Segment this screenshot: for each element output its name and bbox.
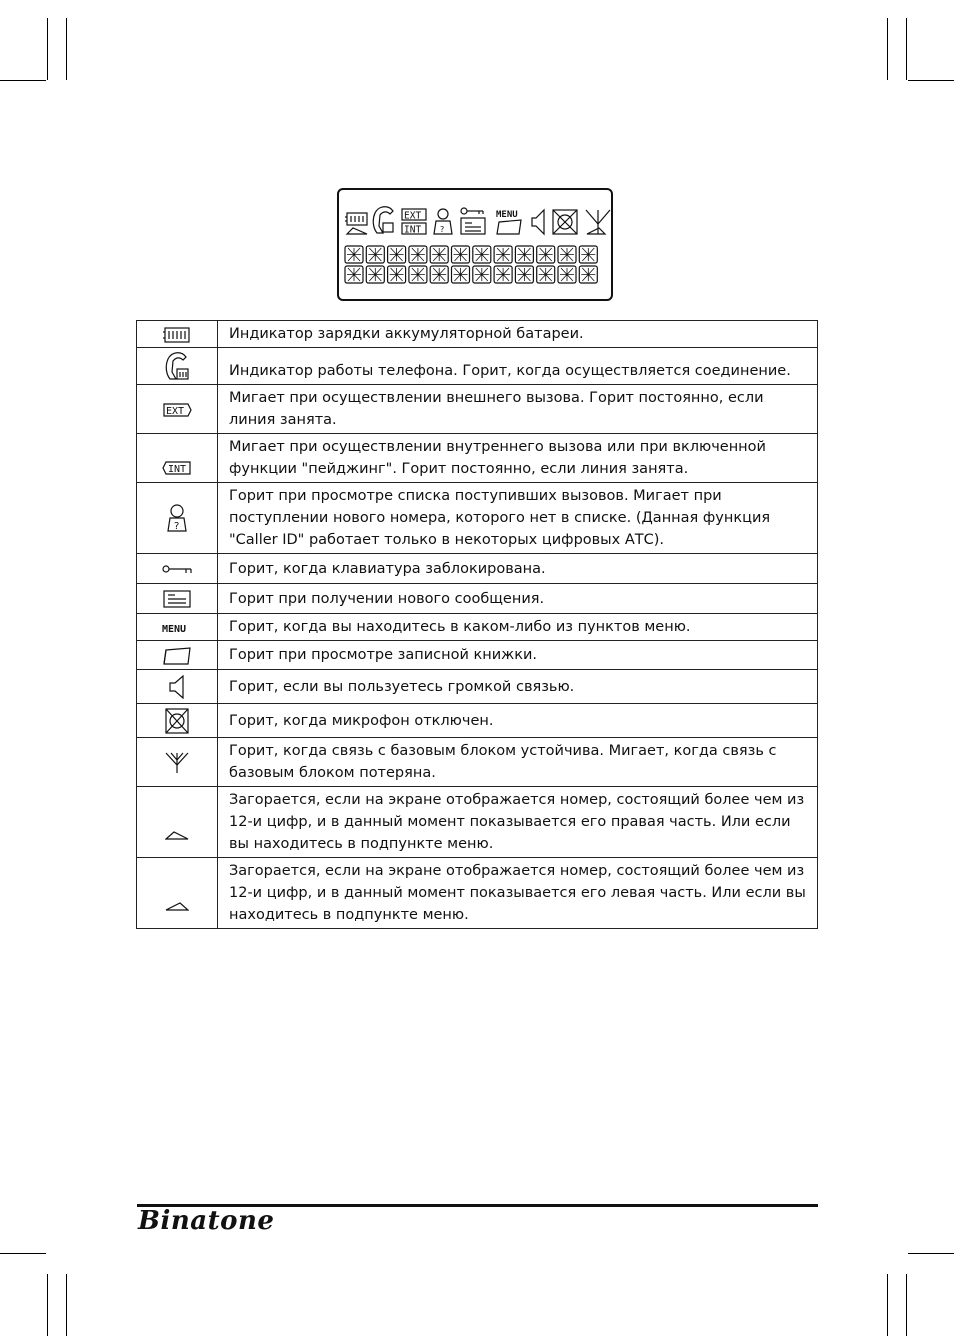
lcd-battery-icon — [345, 213, 367, 225]
segment-strokes — [560, 268, 574, 281]
segment-strokes — [411, 268, 425, 281]
segment-strokes — [454, 268, 468, 281]
svg-text:EXT: EXT — [404, 210, 422, 222]
menu-icon — [161, 622, 193, 634]
lcd-message-icon — [461, 218, 485, 234]
lcd-phonebook-icon — [497, 220, 521, 234]
svg-text:MENU: MENU — [162, 624, 187, 634]
svg-text:INT: INT — [168, 463, 187, 475]
segment-strokes — [347, 248, 361, 261]
ext-icon — [162, 403, 192, 417]
segment-strokes — [432, 268, 446, 281]
segment-strokes — [390, 268, 404, 281]
battery-icon — [162, 326, 192, 344]
segment-strokes — [560, 248, 574, 261]
lcd-key-icon — [461, 208, 483, 214]
segment-strokes — [368, 268, 382, 281]
legend-row — [137, 348, 818, 385]
legend-text: Горит, когда связь с базовым блоком устойчива. Мигает, когда связь с базовым блоком потеряна. — [218, 738, 818, 787]
segment-strokes — [581, 268, 595, 281]
legend-row — [137, 670, 818, 704]
legend-text: Горит, когда микрофон отключен. — [218, 704, 818, 738]
antenna-icon — [165, 750, 189, 774]
lcd-caller-id-icon — [434, 209, 452, 234]
segment-strokes — [517, 268, 531, 281]
segment-strokes — [411, 248, 425, 261]
caller-id-icon — [166, 503, 188, 533]
legend-row — [137, 614, 818, 641]
svg-text:?: ? — [174, 521, 180, 532]
lcd-ext-icon — [402, 209, 426, 222]
segment-strokes — [475, 248, 489, 261]
lcd-display — [337, 188, 613, 301]
legend-row — [137, 584, 818, 614]
icon-legend-table — [136, 320, 818, 929]
legend-text: Горит при получении нового сообщения. — [218, 584, 818, 614]
legend-row — [137, 641, 818, 670]
lcd-phone-icon — [373, 207, 393, 233]
legend-row — [137, 554, 818, 584]
legend-row — [137, 858, 818, 929]
legend-text: Мигает при осуществлении внешнего вызова. Горит постоянно, если линия занята. — [218, 385, 818, 434]
legend-text: Горит при просмотре записной книжки. — [218, 641, 818, 670]
legend-text: Загорается, если на экране отображается номер, состоящий более чем из 12-и цифр, и в данный момент показывается его левая часть. Или если вы находитесь в подпункте меню. — [218, 858, 818, 929]
arrow-right-part-icon — [165, 830, 189, 840]
legend-text: Индикатор зарядки аккумуляторной батареи. — [218, 321, 818, 348]
legend-row — [137, 787, 818, 858]
lcd-antenna-icon — [586, 210, 610, 234]
segment-strokes — [496, 248, 510, 261]
legend-row — [137, 321, 818, 348]
svg-text:MENU: MENU — [496, 210, 518, 220]
segment-strokes — [347, 268, 361, 281]
segment-strokes — [517, 248, 531, 261]
lcd-menu-icon — [496, 210, 518, 220]
int-icon — [162, 461, 192, 475]
lcd-segment-digits — [345, 246, 597, 283]
svg-text:EXT: EXT — [166, 406, 185, 417]
lcd-int-icon — [402, 223, 426, 236]
svg-text:INT: INT — [404, 224, 422, 236]
legend-row — [137, 434, 818, 483]
legend-text: Горит при просмотре списка поступивших вызовов. Мигает при поступлении нового номера, которого нет в списке. (Данная функция "Caller ID" работает только в некоторых цифровых АТС). — [218, 483, 818, 554]
speaker-icon — [168, 675, 186, 699]
legend-text: Горит, когда клавиатура заблокирована. — [218, 554, 818, 584]
segment-strokes — [581, 248, 595, 261]
svg-text:?: ? — [440, 225, 445, 234]
legend-text: Горит, если вы пользуетесь громкой связью. — [218, 670, 818, 704]
lcd-speaker-icon — [532, 210, 544, 234]
segment-strokes — [390, 248, 404, 261]
segment-strokes — [539, 248, 553, 261]
phone-icon — [163, 350, 191, 382]
segment-strokes — [475, 268, 489, 281]
key-lock-icon — [162, 565, 192, 575]
legend-text: Мигает при осуществлении внутреннего вызова или при включенной функции "пейджинг". Горит постоянно, если линия занята. — [218, 434, 818, 483]
mic-mute-icon — [165, 708, 189, 734]
lcd-left-arrow-icon — [347, 228, 367, 234]
segment-strokes — [454, 248, 468, 261]
legend-text: Загорается, если на экране отображается номер, состоящий более чем из 12-и цифр, и в данный момент показывается его правая часть. Или если вы находитесь в подпункте меню. — [218, 787, 818, 858]
legend-row — [137, 704, 818, 738]
legend-row — [137, 483, 818, 554]
segment-strokes — [539, 268, 553, 281]
legend-text: Горит, когда вы находитесь в каком-либо из пунктов меню. — [218, 614, 818, 641]
lcd-mic-mute-icon — [553, 210, 577, 234]
phonebook-icon — [162, 647, 192, 665]
arrow-left-part-icon — [165, 901, 189, 911]
legend-row — [137, 385, 818, 434]
lcd-right-arrow-icon — [587, 228, 605, 234]
segment-strokes — [432, 248, 446, 261]
legend-row — [137, 738, 818, 787]
message-icon — [162, 590, 192, 608]
legend-text: Индикатор работы телефона. Горит, когда осуществляется соединение. — [218, 348, 818, 385]
segment-strokes — [368, 248, 382, 261]
segment-strokes — [496, 268, 510, 281]
brand-logo: Binatone — [138, 1206, 275, 1236]
